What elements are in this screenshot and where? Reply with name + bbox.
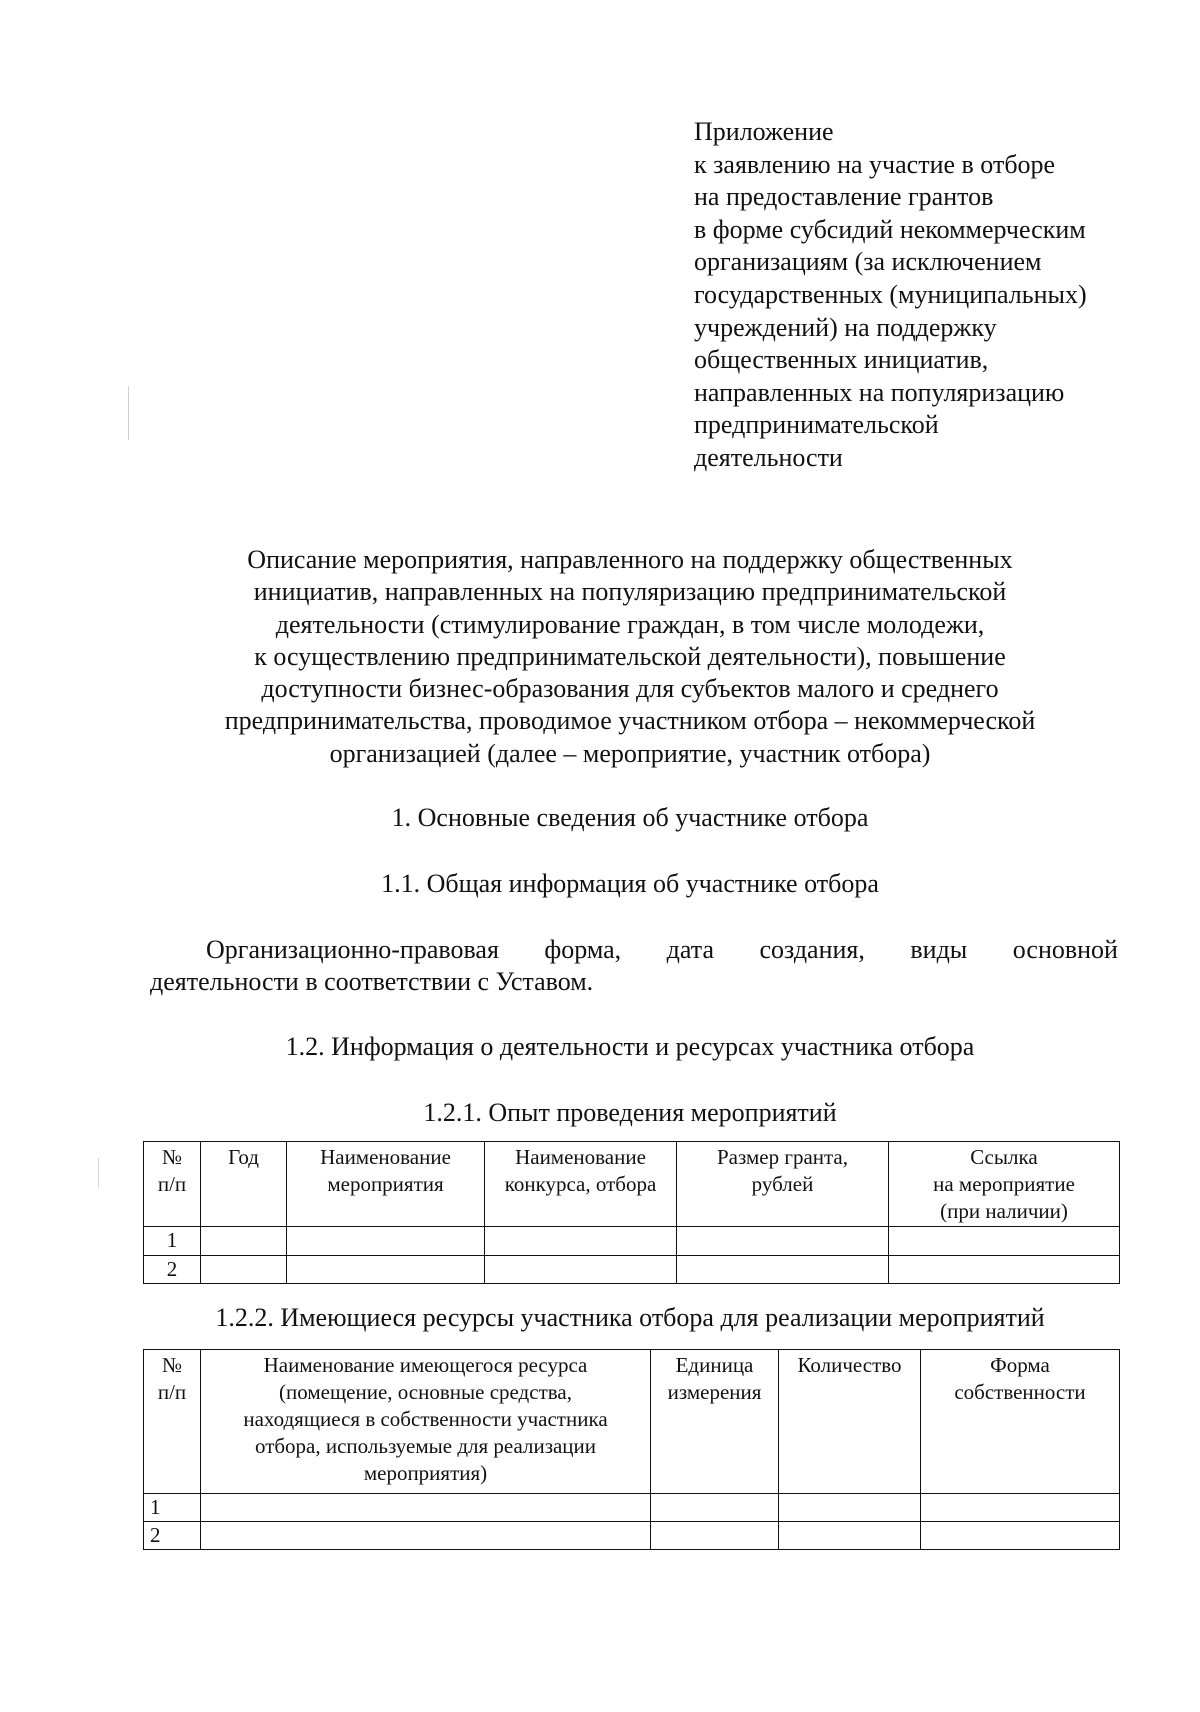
paragraph-line-2: деятельности в соответствии с Уставом. [150, 967, 594, 996]
word: основной [1012, 935, 1118, 964]
appendix-line: на предоставление грантов [694, 182, 994, 212]
resources-table [143, 1349, 1120, 1550]
table-header-row [144, 1350, 1120, 1494]
document-title [140, 544, 1120, 770]
appendix-line: предпринимательской [694, 410, 939, 440]
header-grant-size: Размер гранта, рублей [677, 1142, 889, 1227]
table-cell: 2 [144, 1256, 201, 1284]
experience-table [143, 1141, 1120, 1284]
title-line: деятельности (стимулирование граждан, в том числе молодежи, [275, 609, 985, 639]
appendix-line: учреждений) на поддержку [694, 312, 997, 342]
header-event-link: Ссылка на мероприятие (при наличии) [889, 1142, 1120, 1227]
word: создания, [759, 935, 865, 964]
header-number: № п/п [144, 1142, 201, 1227]
table-cell[interactable] [287, 1256, 485, 1284]
title-line: предпринимательства, проводимое участником отбора – некоммерческой [224, 706, 1036, 736]
title-line: инициатив, направленных на популяризацию предпринимательской [253, 577, 1007, 607]
appendix-line: государственных (муниципальных) [694, 279, 1087, 309]
table-cell[interactable] [921, 1494, 1120, 1522]
section-1-1-paragraph [150, 934, 1118, 998]
header-event-name: Наименование мероприятия [287, 1142, 485, 1227]
appendix-line: общественных инициатив, [694, 345, 989, 375]
word: виды [910, 935, 968, 964]
appendix-header [694, 116, 1164, 475]
header-contest-name: Наименование конкурса, отбора [485, 1142, 677, 1227]
header-unit: Единица измерения [651, 1350, 779, 1494]
scan-margin-line [128, 386, 129, 440]
header-resource-name: Наименование имеющегося ресурса (помещение, основные средства, находящиеся в собственности участника отбора, используемые для реализации мероприятия) [201, 1350, 651, 1494]
appendix-line: организациям (за исключением [694, 247, 1042, 277]
title-line: Описание мероприятия, направленного на поддержку общественных [247, 545, 1013, 574]
table-row [144, 1227, 1120, 1256]
table-cell: 2 [144, 1522, 201, 1550]
table-header-row [144, 1142, 1120, 1227]
scan-margin-line [98, 1158, 99, 1188]
section-1-2-heading: 1.2. Информация о деятельности и ресурсах участника отбора [285, 1032, 975, 1061]
table-row [144, 1522, 1120, 1550]
header-ownership-form: Форма собственности [921, 1350, 1120, 1494]
table-cell[interactable] [921, 1522, 1120, 1550]
table-cell: 1 [144, 1227, 201, 1256]
table-cell[interactable] [889, 1256, 1120, 1284]
table-cell: 1 [144, 1494, 201, 1522]
section-1-heading: 1. Основные сведения об участнике отбора [391, 803, 869, 832]
title-line: организацией (далее – мероприятие, участник отбора) [329, 738, 931, 768]
table-cell[interactable] [651, 1494, 779, 1522]
section-1-1-heading: 1.1. Общая информация об участнике отбора [381, 869, 879, 898]
table-row [144, 1494, 1120, 1522]
table-cell[interactable] [779, 1522, 921, 1550]
appendix-line: к заявлению на участие в отборе [694, 149, 1056, 179]
table-2-title: 1.2.2. Имеющиеся ресурсы участника отбора для реализации мероприятий [215, 1303, 1045, 1332]
paragraph-line-1 [150, 934, 1118, 966]
table-cell[interactable] [779, 1494, 921, 1522]
table-cell[interactable] [485, 1256, 677, 1284]
table-row [144, 1256, 1120, 1284]
table-cell[interactable] [677, 1227, 889, 1256]
header-number: № п/п [144, 1350, 201, 1494]
word: Организационно-правовая [206, 935, 499, 964]
header-quantity: Количество [779, 1350, 921, 1494]
table-cell[interactable] [677, 1256, 889, 1284]
table-cell[interactable] [651, 1522, 779, 1550]
header-year: Год [201, 1142, 287, 1227]
appendix-line: направленных на популяризацию [694, 377, 1065, 407]
appendix-line: деятельности [694, 442, 843, 472]
word: дата [666, 935, 714, 964]
appendix-line: Приложение [694, 117, 834, 146]
table-cell[interactable] [287, 1227, 485, 1256]
table-cell[interactable] [889, 1227, 1120, 1256]
title-line: к осуществлению предпринимательской деятельности), повышение [254, 641, 1006, 671]
word: форма, [544, 935, 622, 964]
table-cell[interactable] [201, 1494, 651, 1522]
title-line: доступности бизнес-образования для субъектов малого и среднего [261, 674, 999, 704]
table-1-title: 1.2.1. Опыт проведения мероприятий [423, 1098, 837, 1127]
table-cell[interactable] [485, 1227, 677, 1256]
table-cell[interactable] [201, 1227, 287, 1256]
appendix-line: в форме субсидий некоммерческим [694, 214, 1086, 244]
table-cell[interactable] [201, 1256, 287, 1284]
table-cell[interactable] [201, 1522, 651, 1550]
